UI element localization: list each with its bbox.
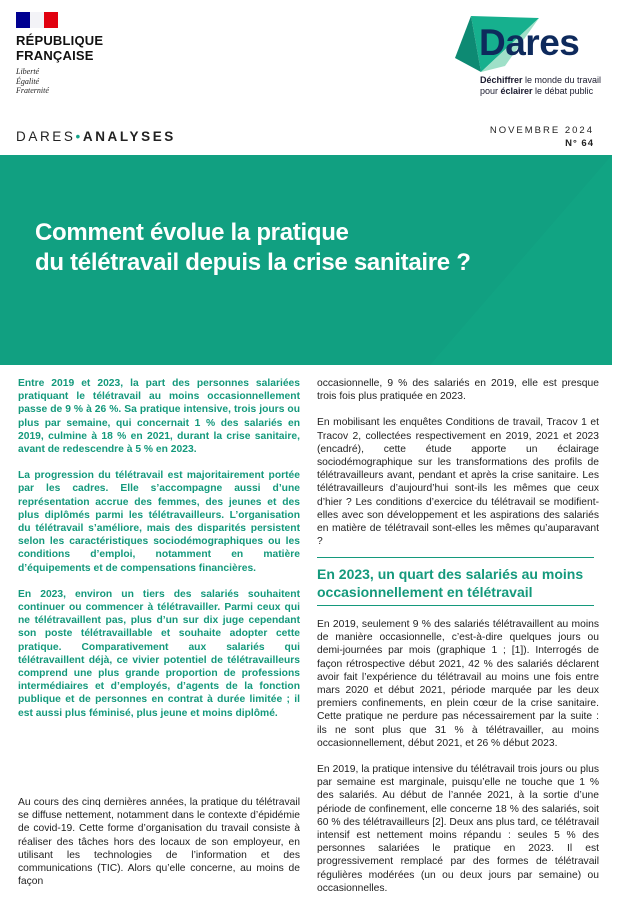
section-heading: En 2023, un quart des salariés au moins occasionnellement en télétravail <box>317 566 584 600</box>
series-dot: • <box>75 129 83 144</box>
marianne-flag-logo <box>16 12 58 28</box>
publication-series <box>16 129 176 144</box>
tagline-line1-rest: le monde du travail <box>522 75 602 85</box>
summary-paragraph-2: La progression du télétravail est majoritairement portée par les cadres. Elle s’accompagne aussi d’une représentation accrue des femmes, des jeunes et des plus diplômés parmi les télétravailleurs. L’organisation du télétravail s’améliore, mais des disparités persistent selon les caractéristiques sociodémographiques ou les conditions d’emploi, notamment en matière d’équipements et de compensations financières. <box>18 470 300 574</box>
series-prefix: DARES <box>16 129 76 144</box>
section-rule-top <box>317 557 594 558</box>
summary-column <box>18 377 300 733</box>
republic-motto <box>16 67 49 96</box>
body-paragraph-3: En 2019, seulement 9 % des salariés télétravaillent au moins de manière occasionnelle, c’est-à-dire quelques jours ou demi-journées par mois (graphique 1 ; [1]). Interrogés de façon rétrospective début 2021, 42 % des salariés déclarent avoir fait l’expérience du télétravail au moins une fois entre mars 2020 et début 2021, période marquée par les deux premiers confinements, en plein cœur de la crise sanitaire. Cette pratique ne perdure pas nécessairement par la suite : ils ne sont plus que 31 % à télétravailler, au moins occasionnellement, début 2021, et 26 % début 2023. <box>317 619 599 749</box>
tagline-line2-rest: le débat public <box>532 86 594 96</box>
tagline-line2-start: pour <box>480 86 501 96</box>
republique-francaise-wordmark <box>16 33 103 63</box>
intro-paragraph: Au cours des cinq dernières années, la pratique du télétravail se diffuse nettement, notamment dans le contexte d’épidémie de covid-19. Cette forme d’organisation du travail consiste à réaliser des tâches hors des locaux de son employeur, en utilisant les technologies de l’information et des communications (TIC). Alors qu’elle concerne, au moins de façon <box>18 797 300 888</box>
dares-logo-text: Dares <box>479 22 580 63</box>
dares-tagline <box>480 75 601 97</box>
motto-liberte: Liberté <box>16 67 40 76</box>
body-paragraph-2: En mobilisant les enquêtes Conditions de travail, Tracov 1 et Tracov 2, collectées respectivement en 2019, 2021 et 2023 (encadré), cette étude apporte un éclairage sociodémographique sur les transformations des profils de télétravailleurs avant, pendant et après la crise sanitaire. Les télétravailleurs d’aujourd’hui sont-ils les mêmes que ceux d’hier ? Les conditions d’exercice du télétravail se modifient-elles avec son développement et les aspirations des salariés en matière de télétravail sont-elles les mêmes qu’auparavant ? <box>317 417 599 548</box>
intro-column <box>18 796 300 901</box>
body-column-section <box>317 618 599 908</box>
summary-paragraph-3: En 2023, environ un tiers des salariés souhaitent continuer ou commencer à télétravailler. Parmi ceux qui ne télétravaillent pas, plus d’un sur dix juge cependant son poste télétravaillable et souhaite adopter cette pratique. Comparativement aux salariés qui télétravaillent déjà, ce vivier potentiel de télétravailleurs comprend une plus grande proportion de professions intermédiaires et d’employés, d’agents de la fonction publique et de personnes en contrat à durée limitée ; il est aussi plus féminisé, plus jeune et moins diplômé. <box>18 588 300 719</box>
tagline-eclairer: éclairer <box>500 86 533 96</box>
summary-paragraph-1: Entre 2019 et 2023, la part des personnes salariées pratiquant le télétravail au moins occasionnellement passe de 9 % à 26 %. Sa pratique intensive, trois jours ou plus par semaine, qui concernait 1 % des salariés en 2019, culmine à 18 % en 2021, durant la crise sanitaire, avant de redescendre à 5 % en 2023. <box>18 378 300 456</box>
body-paragraph-1: occasionnelle, 9 % des salariés en 2019, elle est presque trois fois plus pratiquée en 2023. <box>317 378 599 403</box>
issue-number: N° 64 <box>565 138 594 149</box>
section-rule-bottom <box>317 605 594 606</box>
title-line2: du télétravail depuis la crise sanitaire ? <box>35 249 471 276</box>
body-paragraph-4: En 2019, la pratique intensive du télétravail trois jours ou plus par semaine est marginale, puisqu’elle ne touche que 1 % des salariés. Au début de l’année 2021, à la sortie d’une période de confinement, elle concerne 18 % des salariés, soit 60 % des télétravailleurs [2]. Deux ans plus tard, ce télétravail intensif est nettement moins répandu : seules 5 % des personnes salariées le pratique en 2023. Il est progressivement remplacé par des formes de télétravail régulières modérées (un ou deux jours par semaine) ou occasionnelles. <box>317 764 599 894</box>
series-suffix: ANALYSES <box>82 129 176 144</box>
body-column-top <box>317 377 599 561</box>
motto-egalite: Égalité <box>16 76 40 86</box>
issue-date: NOVEMBRE 2024 <box>489 125 594 136</box>
title-line1: Comment évolue la pratique <box>35 219 349 246</box>
page-title <box>35 218 471 278</box>
title-banner <box>0 155 612 365</box>
tagline-dechiffrer: Déchiffrer <box>480 75 523 85</box>
motto-fraternite: Fraternité <box>16 86 49 95</box>
republique-line1: RÉPUBLIQUE <box>16 33 104 48</box>
republique-line2: FRANÇAISE <box>16 48 94 63</box>
